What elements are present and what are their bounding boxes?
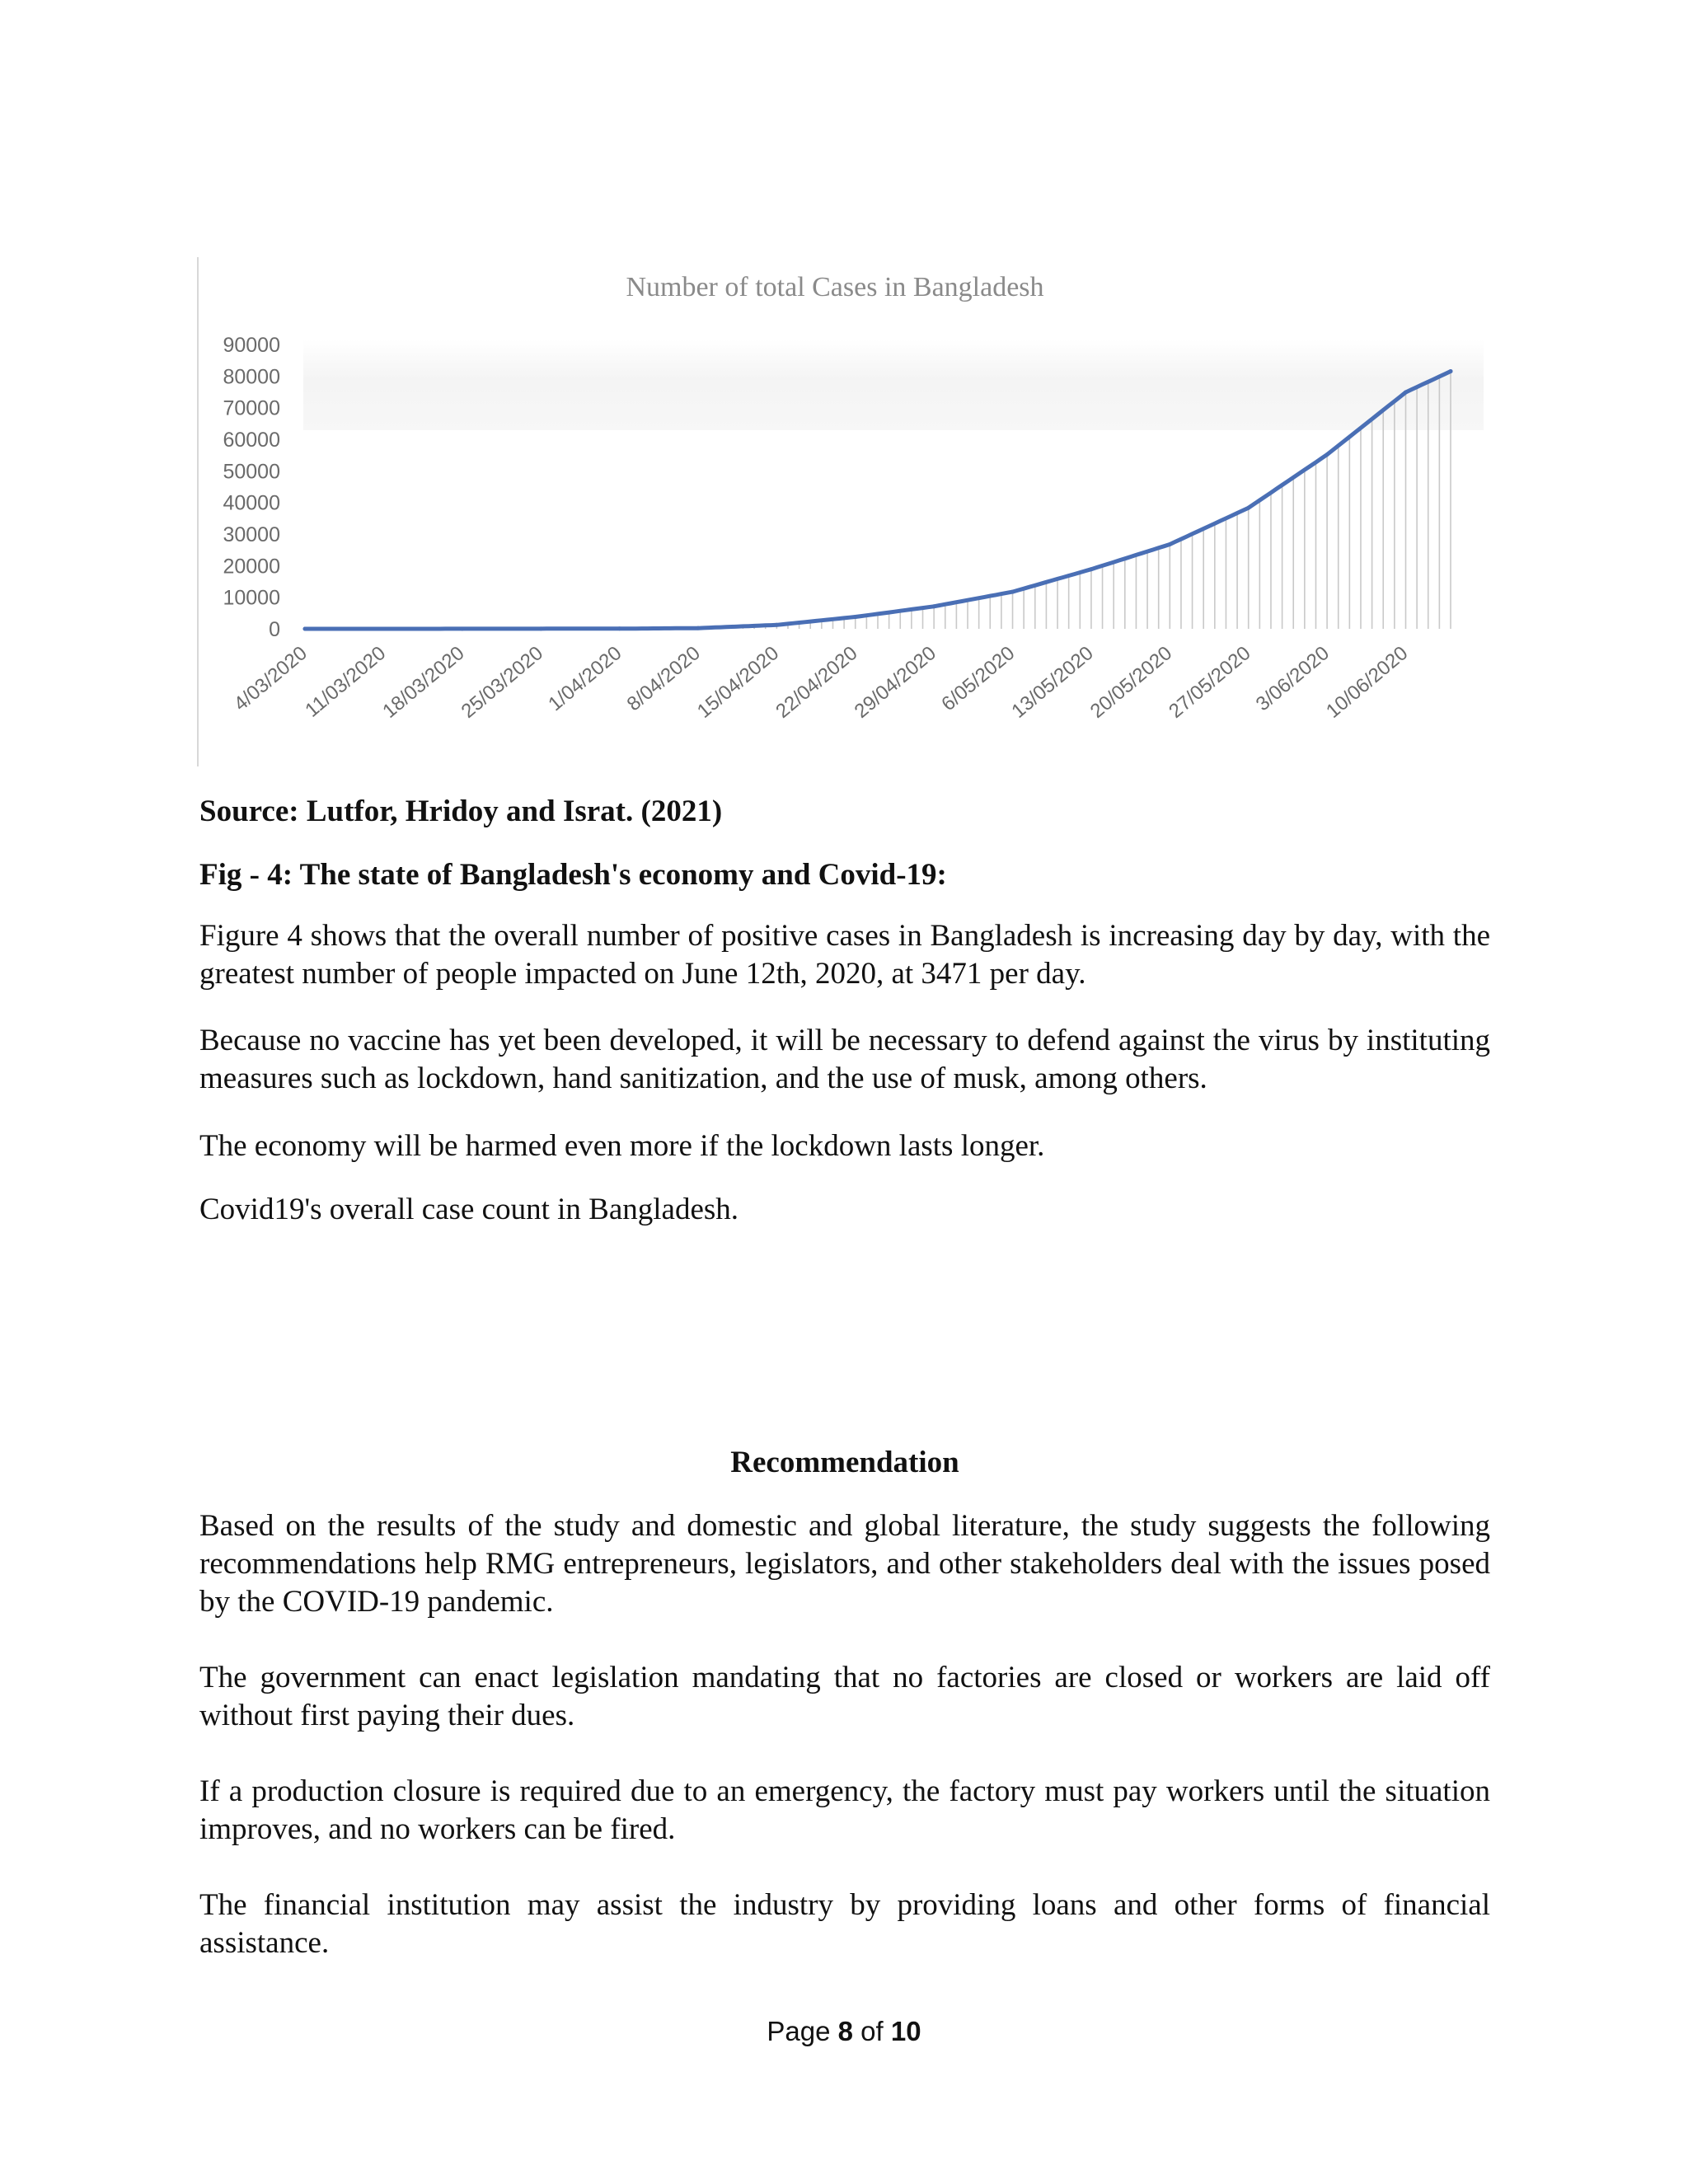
recommendation-heading: Recommendation — [730, 1446, 959, 1479]
x-tick-label: 20/05/2020 — [1085, 641, 1177, 723]
y-tick-label: 40000 — [223, 491, 280, 515]
recommendation-paragraph-4: The financial institution may assist the industry by providing loans and other forms of financial assistance. — [199, 1888, 1490, 1960]
data-point — [382, 626, 386, 630]
x-tick-label: 29/04/2020 — [850, 641, 940, 723]
body-paragraph-2: Because no vaccine has yet been developed, it will be necessary to defend against the virus by instituting measures such as lockdown, hand sanitization, and the use of musk, among others. — [199, 1024, 1490, 1095]
data-point — [1325, 452, 1329, 457]
x-tick-label: 8/04/2020 — [622, 641, 705, 716]
x-tick-label: 1/04/2020 — [544, 641, 626, 716]
data-point — [1089, 567, 1093, 571]
y-axis — [223, 334, 280, 641]
recommendation-paragraph-3: If a production closure is required due to an emergency, the factory must pay workers until the situation improves, and no workers can be fired. — [199, 1774, 1490, 1846]
data-point — [1449, 369, 1453, 373]
body-paragraph-4: Covid19's overall case count in Bangladesh. — [199, 1193, 739, 1226]
figure-caption: Fig - 4: The state of Bangladesh's economy and Covid-19: — [199, 858, 947, 892]
chart-title: Number of total Cases in Bangladesh — [626, 272, 1044, 302]
x-tick-label: 6/05/2020 — [937, 641, 1020, 716]
footer-page-number: 8 — [837, 2016, 853, 2046]
data-point — [1404, 391, 1408, 395]
y-tick-label: 0 — [269, 618, 280, 641]
x-tick-label: 10/06/2020 — [1321, 641, 1413, 723]
data-point — [775, 623, 779, 627]
y-tick-label: 30000 — [223, 523, 280, 546]
x-tick-label: 13/05/2020 — [1007, 641, 1098, 723]
y-tick-label: 20000 — [223, 555, 280, 579]
data-point — [539, 626, 543, 630]
data-point — [932, 604, 936, 608]
x-tick-label: 15/04/2020 — [692, 641, 784, 723]
x-tick-label: 11/03/2020 — [301, 641, 391, 722]
data-point — [617, 626, 621, 630]
recommendation-paragraph-1: Based on the results of the study and domestic and global literature, the study suggests the following recommendations help RMG entrepreneurs, legislators, and other stakeholders deal with the issues posed by the COVID-19 pandemic. — [199, 1509, 1490, 1619]
x-axis — [230, 642, 1413, 723]
data-point — [460, 626, 464, 630]
y-tick-label: 90000 — [223, 334, 280, 357]
y-tick-label: 60000 — [223, 429, 280, 452]
page-number-footer — [0, 2016, 1688, 2047]
recommendation-paragraph-2: The government can enact legislation mandating that no factories are closed or workers are laid off without first paying their dues. — [199, 1661, 1490, 1732]
x-tick-label: 25/03/2020 — [457, 641, 548, 723]
footer-of-word: of — [860, 2016, 884, 2046]
data-point — [1168, 542, 1172, 546]
cases-chart-svg — [196, 257, 1484, 768]
data-point — [1246, 506, 1250, 510]
body-paragraph-1: Figure 4 shows that the overall number of positive cases in Bangladesh is increasing day by day, with the greatest number of people impacted on June 12th, 2020, at 3471 per day. — [199, 919, 1490, 991]
x-tick-label: 27/05/2020 — [1165, 641, 1255, 723]
data-point — [853, 615, 857, 619]
data-point — [303, 626, 307, 630]
x-tick-label: 22/04/2020 — [771, 641, 862, 723]
cases-chart — [196, 257, 1484, 768]
x-tick-label: 18/03/2020 — [378, 641, 469, 723]
chart-source: Source: Lutfor, Hridoy and Israt. (2021) — [199, 794, 723, 828]
plot-area-background — [303, 340, 1484, 430]
body-paragraph-3: The economy will be harmed even more if the lockdown lasts longer. — [199, 1129, 1045, 1163]
x-tick-label: 3/06/2020 — [1251, 641, 1334, 716]
y-tick-label: 10000 — [223, 586, 280, 610]
footer-total-pages: 10 — [890, 2016, 921, 2046]
data-point — [1010, 590, 1015, 594]
footer-page-word: Page — [767, 2016, 831, 2046]
y-tick-label: 50000 — [223, 460, 280, 484]
data-point — [696, 626, 700, 630]
y-tick-label: 70000 — [223, 396, 280, 420]
x-tick-label: 4/03/2020 — [229, 641, 312, 716]
y-tick-label: 80000 — [223, 365, 280, 389]
